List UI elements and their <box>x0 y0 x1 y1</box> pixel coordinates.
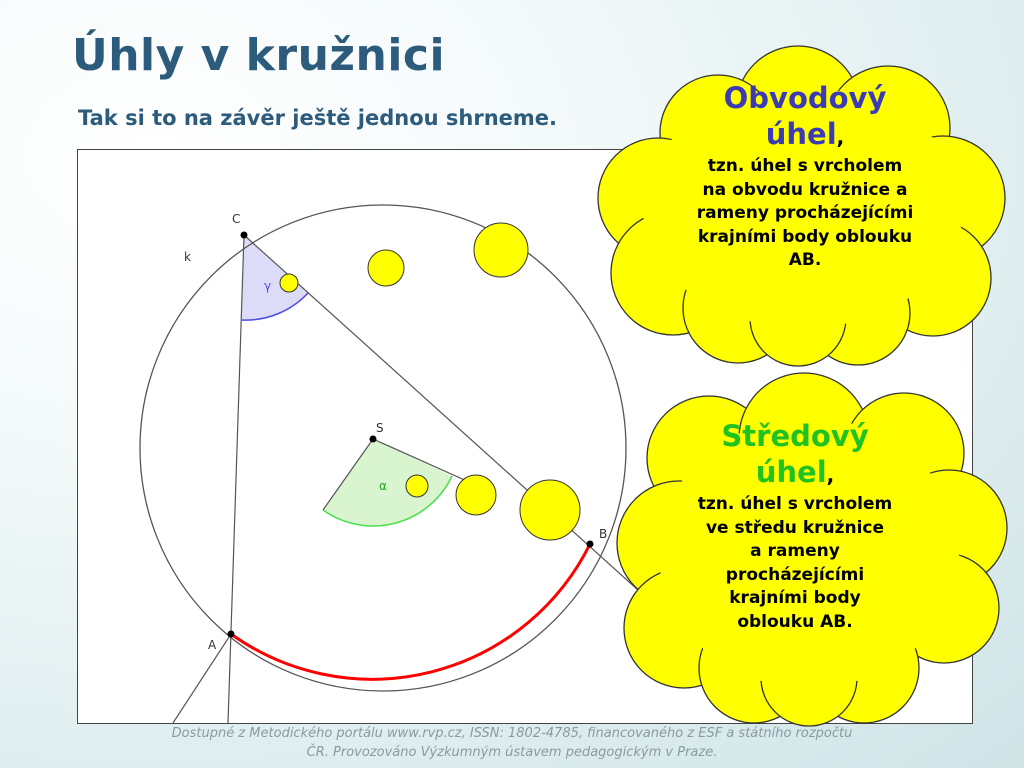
line-cb <box>244 235 638 590</box>
central-heading-2: úhel <box>755 455 827 489</box>
point-c <box>241 232 248 239</box>
peripheral-line: na obvodu kružnice a <box>702 179 908 200</box>
label-alpha: α <box>379 479 387 493</box>
label-gamma: γ <box>264 279 272 293</box>
cloud-peripheral-text <box>640 80 970 273</box>
marker-bubble <box>368 250 404 286</box>
footer-line-1: Dostupné z Metodického portálu www.rvp.cz, ISSN: 1802-4785, financovaného z ESF a státního rozpočtu <box>171 726 853 741</box>
line-ca <box>228 235 244 723</box>
marker-bubble <box>280 274 298 292</box>
point-s <box>370 436 377 443</box>
label-a: A <box>208 638 217 652</box>
arc-ab <box>231 544 590 679</box>
peripheral-heading-2-row <box>640 116 970 155</box>
central-line: krajními body <box>729 588 861 608</box>
marker-bubble <box>456 475 496 515</box>
label-b: B <box>599 527 608 541</box>
page-subtitle: Tak si to na závěr ještě jednou shrneme. <box>78 106 558 130</box>
label-k: k <box>184 250 191 264</box>
marker-bubble <box>520 480 580 540</box>
central-line: oblouku AB. <box>737 611 853 632</box>
central-heading-2-row <box>645 454 945 493</box>
central-line: ve středu kružnice <box>705 517 885 538</box>
peripheral-heading-1: Obvodový <box>723 81 887 115</box>
cloud-central-text <box>645 418 945 634</box>
peripheral-line: tzn. úhel s vrcholem <box>707 156 903 176</box>
footer-credit <box>0 724 1024 762</box>
central-line: procházejícími <box>725 564 865 585</box>
central-comma: , <box>826 463 835 487</box>
peripheral-comma: , <box>836 125 845 149</box>
point-b <box>587 541 594 548</box>
label-c: C <box>232 212 241 226</box>
central-heading-1: Středový <box>721 419 869 453</box>
peripheral-line: rameny procházejícími <box>696 203 914 223</box>
point-a <box>228 631 235 638</box>
peripheral-line: AB. <box>788 250 822 270</box>
label-s: S <box>376 421 384 435</box>
line-a-ext <box>173 634 231 723</box>
marker-bubble <box>406 475 428 497</box>
central-line: tzn. úhel s vrcholem <box>697 494 893 514</box>
peripheral-heading-2: úhel <box>765 117 837 151</box>
marker-bubble <box>474 223 528 277</box>
angle-gamma-sector <box>242 235 308 320</box>
central-line: a rameny <box>750 541 840 561</box>
footer-line-2: ČR. Provozováno Výzkumným ústavem pedagogickým v Praze. <box>306 745 718 760</box>
page-title: Úhly v kružnici <box>72 30 446 81</box>
peripheral-line: krajními body oblouku <box>697 226 913 247</box>
